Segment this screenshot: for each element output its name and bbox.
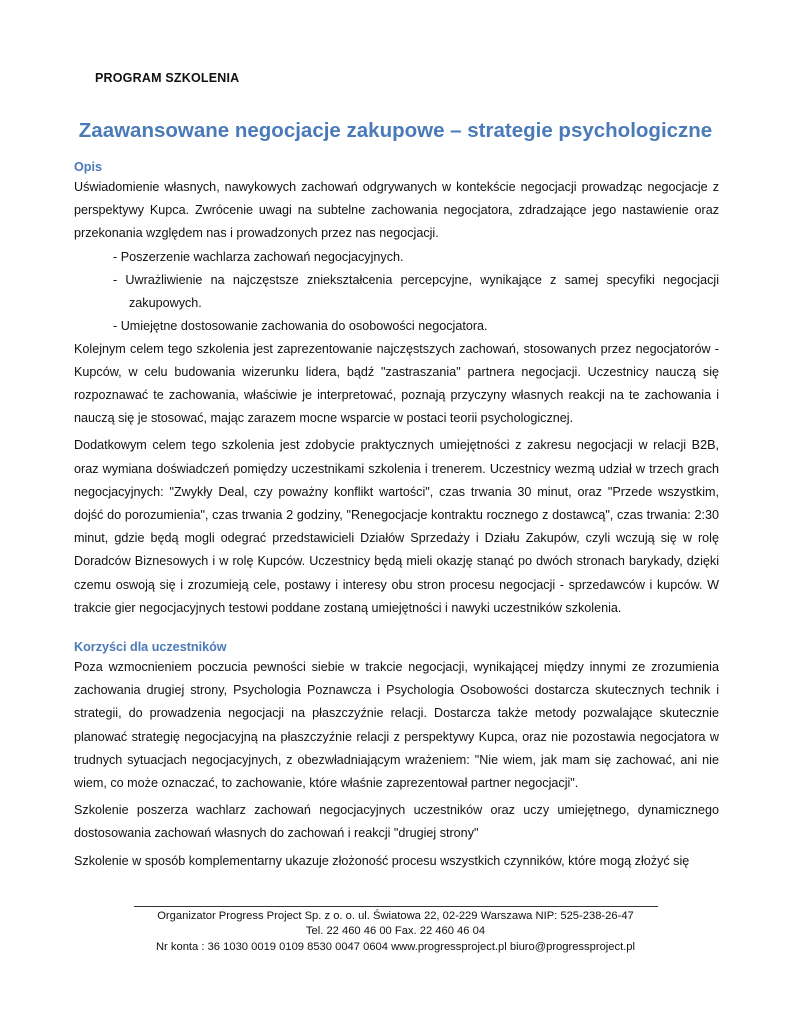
opis-paragraph-3: Dodatkowym celem tego szkolenia jest zdobycie praktycznych umiejętności z zakresu negocjacji w relacji B2B, oraz wymiana doświadczeń pomiędzy uczestnikami szkolenia i trenerem. Uczestnicy wezmą udział w trzech grach negocjacyjnych: "Zwykły Deal, czy poważny konflikt wartości", czas trwania 30 minut, oraz "Przede wszystkim, dojść do porozumienia", czas trwania 2 godziny, "Renegocjacje kontraktu rocznego z dostawcą", czas trwania: 2:30 minut, gdzie będą mogli odegrać przedstawicieli Działów Sprzedaży i Działu Zakupów, czyli wczują się w rolę Doradców Biznesowych i w rolę Kupców. Uczestnicy będą mieli okazję stanąć po dwóch stronach barykady, dzięki czemu oswoją się i zrozumieją cele, postawy i interesy obu stron procesu negocjacji - sprzedawców i kupców. W trakcie gier negocjacyjnych testowi poddane zostaną umiejętności i nawyki uczestników szkolenia. bbox=[74, 438, 719, 615]
section-heading-korzysci: Korzyści dla uczestników bbox=[74, 640, 227, 655]
document-body bbox=[74, 158, 719, 873]
page-title: Zaawansowane negocjacje zakupowe – strategie psychologiczne bbox=[78, 119, 713, 142]
opis-paragraph-2: Kolejnym celem tego szkolenia jest zaprezentowanie najczęstszych zachowań, stosowanych przez negocjatorów - Kupców, w celu budowania wizerunku lidera, bądź "zastraszania" partnera negocjacji. Uczestnicy nauczą się rozpoznawać te zachowania, właściwie je interpretować, poznają przyczyny własnych reakcji na te zachowania i nauczą się je stosować, mając zarazem mocne wsparcie w postaci teorii psychologicznej. bbox=[74, 341, 719, 426]
footer-address: Organizator Progress Project Sp. z o. o. ul. Światowa 22, 02-229 Warszawa NIP: 525-238-26-47 bbox=[157, 910, 634, 922]
opis-paragraph-1: Uświadomienie własnych, nawykowych zachowań odgrywanych w kontekście negocjacji prowadząc negocjacje z perspektywy Kupca. Zwrócenie uwagi na subtelne zachowania negocjatora, zdradzające jego nastawienie oraz przekonania względem nas i prowadzonych przez nas negocjacji. bbox=[74, 180, 719, 241]
list-item: - Uwrażliwienie na najczęstsze zniekształcenia percepcyjne, wynikające z samej specyfiki negocjacji zakupowych. bbox=[113, 272, 719, 310]
list-item: - Umiejętne dostosowanie zachowania do osobowości negocjatora. bbox=[113, 318, 488, 333]
korzysci-paragraph-1: Poza wzmocnieniem poczucia pewności siebie w trakcie negocjacji, wynikającej między innymi ze zrozumienia zachowania drugiej strony, Psychologia Poznawcza i Psychologia Osobowości dostarcza skutecznych technik i strategii, do prowadzenia negocjacji na płaszczyźnie relacji. Dostarcza także metody pozwalające skutecznie planować strategię negocjacyjną na płaszczyźnie relacji z perspektywy Kupca, oraz nie pozostawia negocjatora w trudnych sytuacjach negocjacyjnych, z obezwładniającym wrażeniem: "Nie wiem, jak mam się zachować, ani nie wiem, co może oznaczać, to zachowanie, które właśnie zaprezentował partner negocjacji". bbox=[74, 660, 719, 791]
footer-account: Nr konta : 36 1030 0019 0109 8530 0047 0604 www.progressproject.pl biuro@progressproject.pl bbox=[155, 940, 636, 953]
footer bbox=[0, 909, 791, 955]
korzysci-paragraph-3: Szkolenie w sposób komplementarny ukazuje złożoność procesu wszystkich czynników, które mogą złożyć się bbox=[74, 853, 690, 868]
korzysci-paragraph-2: Szkolenie poszerza wachlarz zachowań negocjacyjnych uczestników oraz uczy umiejętnego, dynamicznego dostosowania zachowań własnych do zachowań i reakcji "drugiej strony" bbox=[74, 803, 719, 841]
section-spacer bbox=[74, 620, 719, 638]
footer-phone: Tel. 22 460 46 00 Fax. 22 460 46 04 bbox=[305, 925, 486, 938]
section-heading-opis: Opis bbox=[74, 160, 102, 174]
opis-bullet-list bbox=[74, 246, 719, 338]
program-label: PROGRAM SZKOLENIA bbox=[95, 71, 240, 85]
footer-divider bbox=[134, 906, 658, 907]
list-item: - Poszerzenie wachlarza zachowań negocjacyjnych. bbox=[113, 249, 404, 264]
